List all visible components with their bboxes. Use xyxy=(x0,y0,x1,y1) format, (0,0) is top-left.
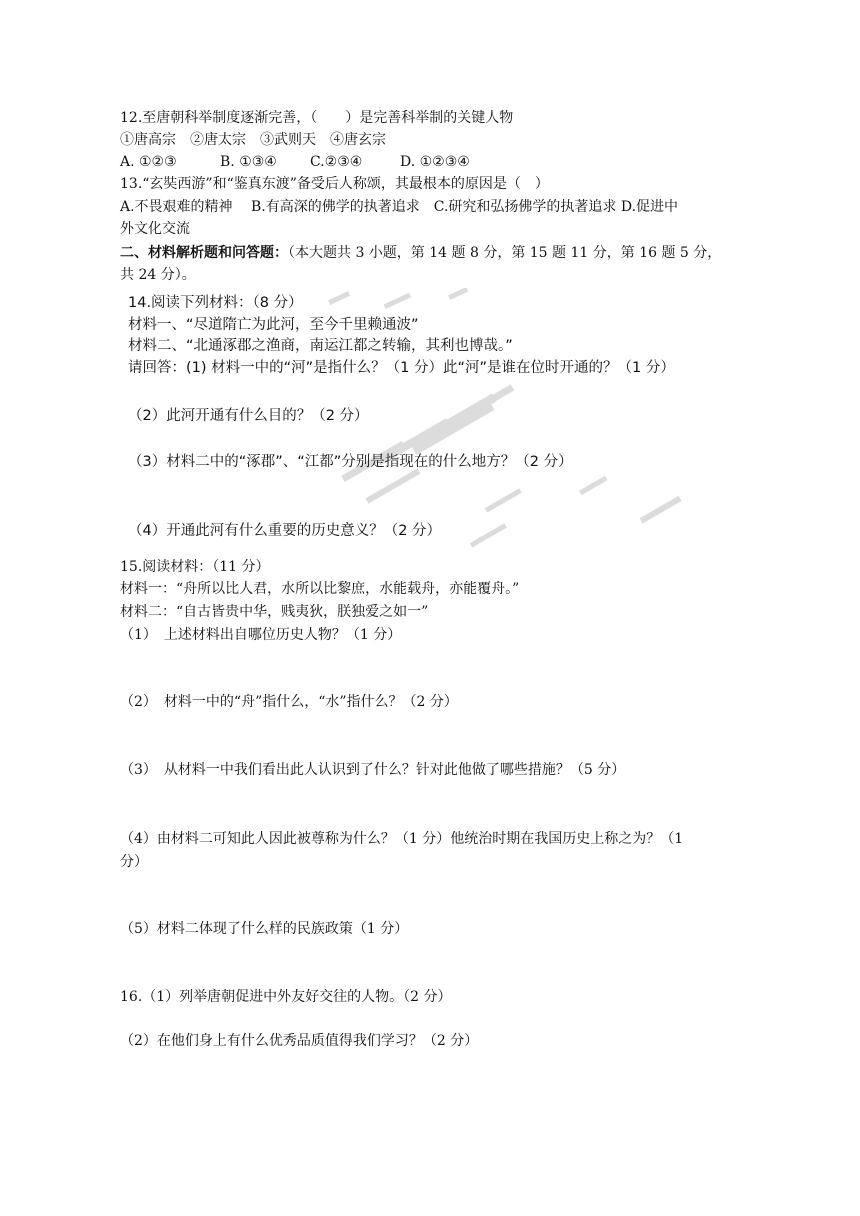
q14-material-2: 材料二、“北通涿郡之渔商，南运江都之转输，其利也博哉。” xyxy=(128,338,513,354)
q12-option-a: A. ①②③ xyxy=(120,154,177,170)
section2-desc: （本大题共 3 小题，第 14 题 8 分，第 15 题 11 分，第 16 题 5 分， xyxy=(288,245,722,261)
q13-options-line1: A.不畏艰难的精神 B.有高深的佛学的执著追求 C.研究和弘扬佛学的执著追求 D.促进中 xyxy=(120,199,679,215)
q13-options-line2: 外文化交流 xyxy=(120,221,190,237)
q16-prompt-1: 16.（1）列举唐朝促进中外友好交往的人物。（2 分） xyxy=(120,989,452,1005)
q14-prompt-2: （2）此河开通有什么目的？（2 分） xyxy=(128,408,369,424)
q12-option-c: C.②③④ xyxy=(310,154,363,170)
q15-prompt-4-line2: 分） xyxy=(120,854,148,870)
q14-scanned-block xyxy=(118,288,738,550)
q15-heading: 15.阅读材料：（11 分） xyxy=(120,559,270,575)
q14-heading: 14.阅读下列材料：（8 分） xyxy=(128,295,303,311)
q14-prompt-4: （4）开通此河有什么重要的历史意义？（2 分） xyxy=(128,523,442,539)
q15-material-1: 材料一：“舟所以比人君，水所以比黎庶，水能载舟，亦能覆舟。” xyxy=(120,581,520,597)
q15-prompt-1: （1） 上述材料出自哪位历史人物？（1 分） xyxy=(120,627,402,643)
q12-options xyxy=(120,152,470,172)
q14-material-1: 材料一、“尽道隋亡为此河，至今千里赖通波” xyxy=(128,317,419,333)
section2-desc-line2: 共 24 分）。 xyxy=(120,267,196,283)
section2-heading-line1 xyxy=(120,243,721,263)
q12-items: ①唐高宗 ②唐太宗 ③武则天 ④唐玄宗 xyxy=(120,132,386,148)
q16-prompt-2: （2）在他们身上有什么优秀品质值得我们学习？（2 分） xyxy=(120,1033,479,1049)
q14-prompt-3: （3）材料二中的“涿郡”、“江都”分别是指现在的什么地方？（2 分） xyxy=(128,454,573,470)
q12-option-b: B. ①③④ xyxy=(220,154,277,170)
q14-prompt-1: 请回答：(1) 材料一中的“河”是指什么？（1 分）此“河”是谁在位时开通的？（1 分） xyxy=(128,360,675,376)
q12-option-d: D. ①②③④ xyxy=(400,154,470,170)
section2-title: 二、材料解析题和问答题： xyxy=(120,245,288,261)
q15-prompt-4-line1: （4）由材料二可知此人因此被尊称为什么？（1 分）他统治时期在我国历史上称之为？（1 xyxy=(120,831,684,847)
q12-stem: 12.至唐朝科举制度逐渐完善，（ ）是完善科举制的关键人物 xyxy=(120,110,514,126)
q15-material-2: 材料二：“自古皆贵中华，贱夷狄，朕独爱之如一” xyxy=(120,604,429,620)
q15-prompt-2: （2） 材料一中的“舟”指什么，“水”指什么？（2 分） xyxy=(120,694,458,710)
q15-prompt-5: （5）材料二体现了什么样的民族政策（1 分） xyxy=(120,921,409,937)
q13-stem: 13.“玄奘西游”和“鉴真东渡”备受后人称颂，其最根本的原因是（ ） xyxy=(120,176,549,192)
q15-prompt-3: （3） 从材料一中我们看出此人认识到了什么？针对此他做了哪些措施？（5 分） xyxy=(120,762,626,778)
